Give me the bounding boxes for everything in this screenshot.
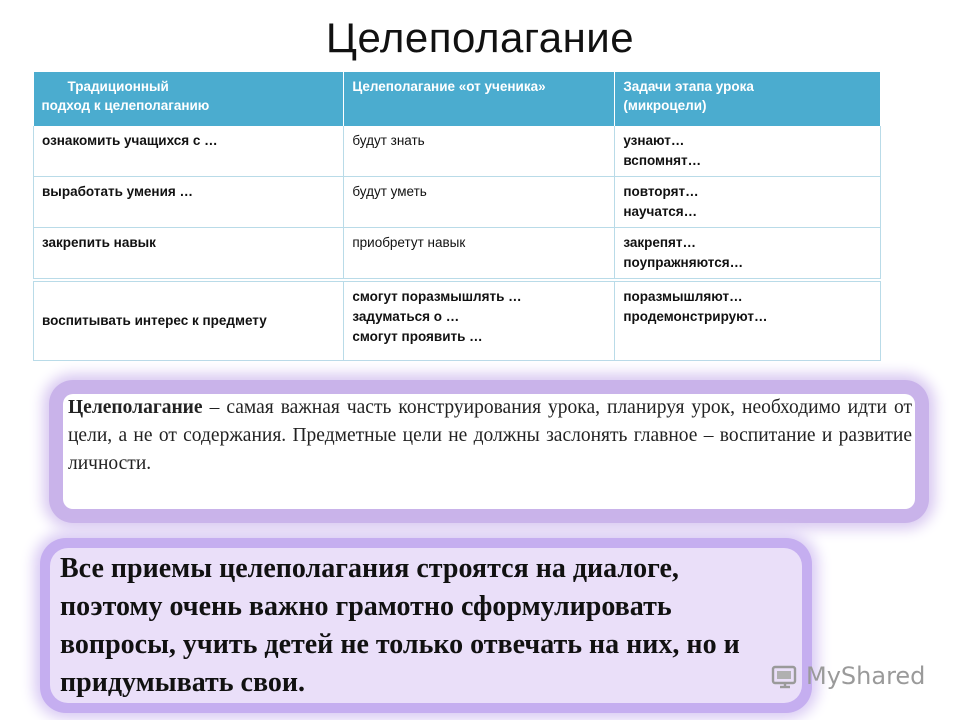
slide-title: Целеполагание xyxy=(325,14,635,61)
watermark xyxy=(770,656,930,696)
definition-body: – самая важная часть конструирования урока, планируя урок, необходимо идти от цели, а не от содержания. Предметные цели не должны заслонять главное – воспитание и развитие личности. xyxy=(68,397,912,474)
cell-traditional: закрепить навык xyxy=(34,228,344,281)
task-line: узнают… xyxy=(623,133,685,148)
header-tasks xyxy=(615,72,881,126)
cell-traditional: воспитывать интерес к предмету xyxy=(34,280,344,361)
table-header-row xyxy=(34,72,881,126)
task-line: поразмышляют… xyxy=(623,289,743,304)
table-row xyxy=(34,228,881,281)
callout-text: Все приемы целеполагания строятся на диалоге, поэтому очень важно грамотно сформулировать вопросы, учить детей не только отвечать на них, но и придумывать свои. xyxy=(60,553,740,698)
table-row xyxy=(34,280,881,361)
definition-term: Целеполагание xyxy=(68,397,203,418)
watermark-text: MyShared xyxy=(806,662,926,690)
header-tasks-line1: Задачи этапа урока xyxy=(623,79,754,94)
cell-traditional: выработать умения … xyxy=(34,177,344,228)
cell-tasks xyxy=(615,177,881,228)
table-row xyxy=(34,177,881,228)
definition-text xyxy=(68,394,912,478)
cell-tasks xyxy=(615,126,881,177)
header-traditional-line2: подход к целеполаганию xyxy=(41,98,210,113)
student-line: задуматься о … xyxy=(352,309,460,324)
header-student: Целеполагание «от ученика» xyxy=(344,72,615,126)
task-line: закрепят… xyxy=(623,235,697,250)
student-line: смогут проявить … xyxy=(352,329,483,344)
cell-student xyxy=(344,280,615,361)
header-tasks-line2: (микроцели) xyxy=(623,98,707,113)
header-traditional xyxy=(34,72,344,126)
task-line: научатся… xyxy=(623,204,698,219)
goal-setting-table xyxy=(33,72,881,361)
table-row xyxy=(34,126,881,177)
header-traditional-line1: Традиционный xyxy=(67,79,169,94)
task-line: повторят… xyxy=(623,184,699,199)
cell-tasks xyxy=(615,280,881,361)
task-line: поупражняются… xyxy=(623,255,744,270)
student-line: смогут поразмышлять … xyxy=(352,289,522,304)
myshared-logo-icon xyxy=(770,661,800,691)
cell-traditional: ознакомить учащихся с … xyxy=(34,126,344,177)
cell-tasks xyxy=(615,228,881,281)
cell-student: приобретут навык xyxy=(344,228,615,281)
task-line: продемонстрируют… xyxy=(623,309,768,324)
cell-student: будут знать xyxy=(344,126,615,177)
task-line: вспомнят… xyxy=(623,153,702,168)
cell-student: будут уметь xyxy=(344,177,615,228)
